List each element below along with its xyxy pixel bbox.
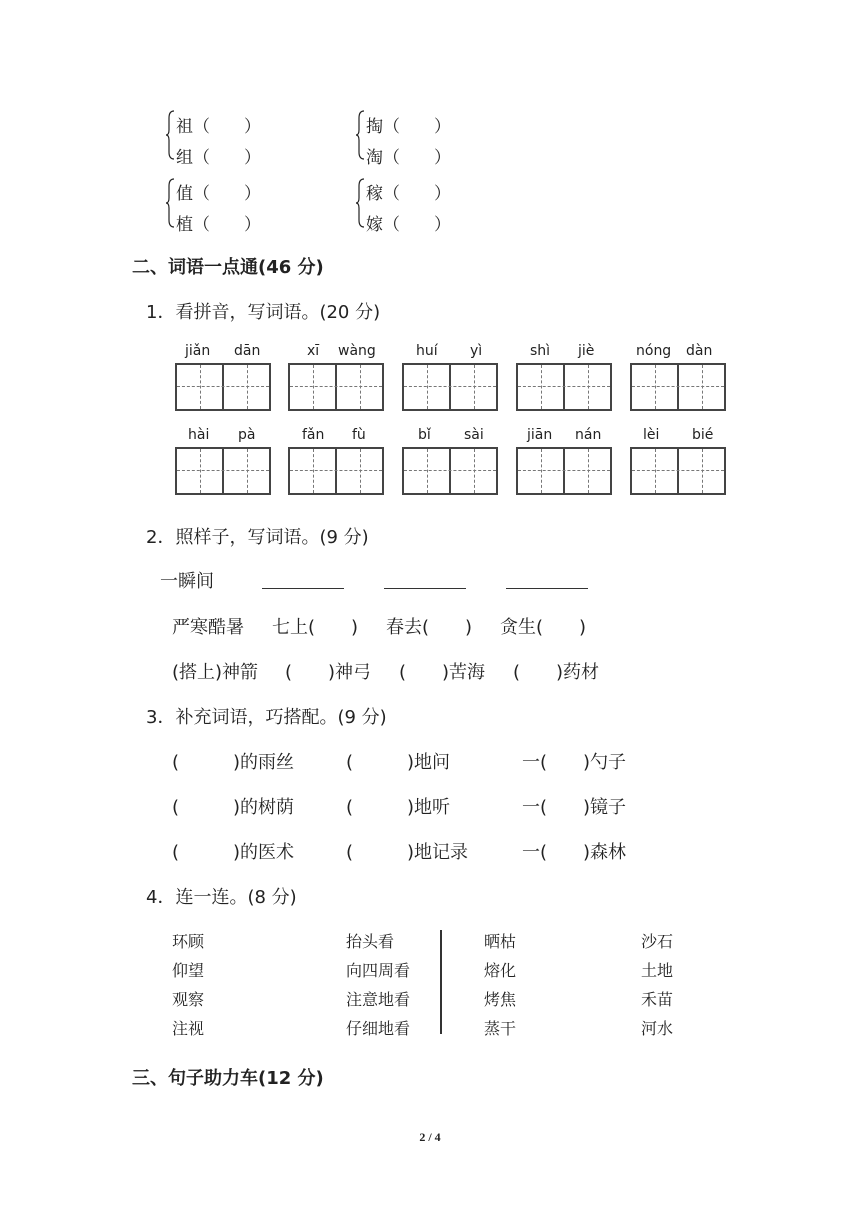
brace-icon [356, 178, 365, 228]
word-item: ( )神弓 [285, 662, 372, 683]
pinyin-label: bǐ [418, 427, 431, 443]
match-left[interactable]: 烤焦 [484, 990, 517, 1009]
question-title: 2．照样子，写词语。(9 分) [146, 527, 369, 548]
fill-item: 一( )勺子 [522, 752, 627, 773]
char-pair-top: 稼（ ） [366, 184, 451, 204]
pinyin-label: huí [416, 343, 438, 359]
fill-item: ( )的树荫 [172, 797, 295, 818]
match-right[interactable]: 河水 [641, 1019, 674, 1038]
pinyin-label: lèi [643, 427, 660, 443]
word-item: 七上( ) [272, 617, 359, 638]
section-title: 三、句子助力车(12 分) [132, 1068, 324, 1089]
match-left[interactable]: 观察 [172, 990, 205, 1009]
brace-icon [356, 110, 365, 160]
pinyin-label: nóng [636, 343, 672, 359]
column-divider [440, 930, 442, 1034]
char-pair-top: 祖（ ） [176, 117, 261, 137]
pinyin-label: dàn [686, 343, 713, 359]
char-pair-top: 值（ ） [176, 184, 261, 204]
match-right[interactable]: 抬头看 [346, 932, 395, 951]
match-left[interactable]: 蒸干 [484, 1019, 517, 1038]
fill-item: ( )地问 [346, 752, 451, 773]
fill-item: 一( )镜子 [522, 797, 627, 818]
word-item: (搭上)神箭 [172, 662, 259, 683]
match-left[interactable]: 熔化 [484, 961, 517, 980]
pinyin-label: jiè [578, 343, 595, 359]
writing-grid[interactable] [288, 447, 384, 495]
fill-item: ( )的雨丝 [172, 752, 295, 773]
match-left[interactable]: 注视 [172, 1019, 205, 1038]
pinyin-label: nán [575, 427, 602, 443]
pinyin-label: wàng [338, 343, 376, 359]
pinyin-label: pà [238, 427, 256, 443]
match-right[interactable]: 土地 [641, 961, 674, 980]
char-pair-bottom: 植（ ） [176, 215, 261, 235]
pinyin-label: sài [464, 427, 484, 443]
writing-grid[interactable] [516, 447, 612, 495]
writing-grid[interactable] [402, 447, 498, 495]
pinyin-label: shì [530, 343, 551, 359]
writing-grid[interactable] [516, 363, 612, 411]
word-item: 春去( ) [386, 617, 473, 638]
writing-grid[interactable] [175, 447, 271, 495]
char-pair-bottom: 组（ ） [176, 148, 261, 168]
char-pair-bottom: 嫁（ ） [366, 215, 451, 235]
example-word: 一瞬间 [160, 571, 214, 592]
writing-grid[interactable] [288, 363, 384, 411]
pinyin-label: fù [352, 427, 366, 443]
question-title: 1．看拼音，写词语。(20 分) [146, 302, 381, 323]
writing-grid[interactable] [402, 363, 498, 411]
answer-blank[interactable] [384, 568, 466, 589]
fill-item: ( )地记录 [346, 842, 469, 863]
writing-grid[interactable] [630, 447, 726, 495]
pinyin-label: yì [470, 343, 483, 359]
char-pair-bottom: 淘（ ） [366, 148, 451, 168]
answer-blank[interactable] [506, 568, 588, 589]
word-item: ( )苦海 [399, 662, 486, 683]
writing-grid[interactable] [175, 363, 271, 411]
question-title: 4．连一连。(8 分) [146, 887, 297, 908]
pinyin-label: jiān [527, 427, 553, 443]
question-title: 3．补充词语，巧搭配。(9 分) [146, 707, 387, 728]
match-right[interactable]: 沙石 [641, 932, 674, 951]
brace-icon [166, 110, 175, 160]
page-number: 2 / 4 [419, 1130, 441, 1144]
match-left[interactable]: 晒枯 [484, 932, 517, 951]
answer-blank[interactable] [262, 568, 344, 589]
word-item: ( )药材 [513, 662, 600, 683]
match-right[interactable]: 向四周看 [346, 961, 411, 980]
word-item: 贪生( ) [500, 617, 587, 638]
word-item: 严寒酷暑 [172, 617, 244, 638]
pinyin-label: xī [307, 343, 320, 359]
pinyin-label: jiǎn [185, 343, 211, 359]
brace-icon [166, 178, 175, 228]
fill-item: ( )地听 [346, 797, 451, 818]
fill-item: ( )的医术 [172, 842, 295, 863]
pinyin-label: fǎn [302, 427, 325, 443]
match-left[interactable]: 环顾 [172, 932, 205, 951]
pinyin-label: dān [234, 343, 261, 359]
fill-item: 一( )森林 [522, 842, 627, 863]
writing-grid[interactable] [630, 363, 726, 411]
pinyin-label: bié [692, 427, 714, 443]
section-title: 二、词语一点通(46 分) [132, 257, 324, 278]
char-pair-top: 掏（ ） [366, 117, 451, 137]
match-right[interactable]: 仔细地看 [346, 1019, 411, 1038]
match-right[interactable]: 注意地看 [346, 990, 411, 1009]
pinyin-label: hài [188, 427, 210, 443]
match-left[interactable]: 仰望 [172, 961, 205, 980]
match-right[interactable]: 禾苗 [641, 990, 674, 1009]
